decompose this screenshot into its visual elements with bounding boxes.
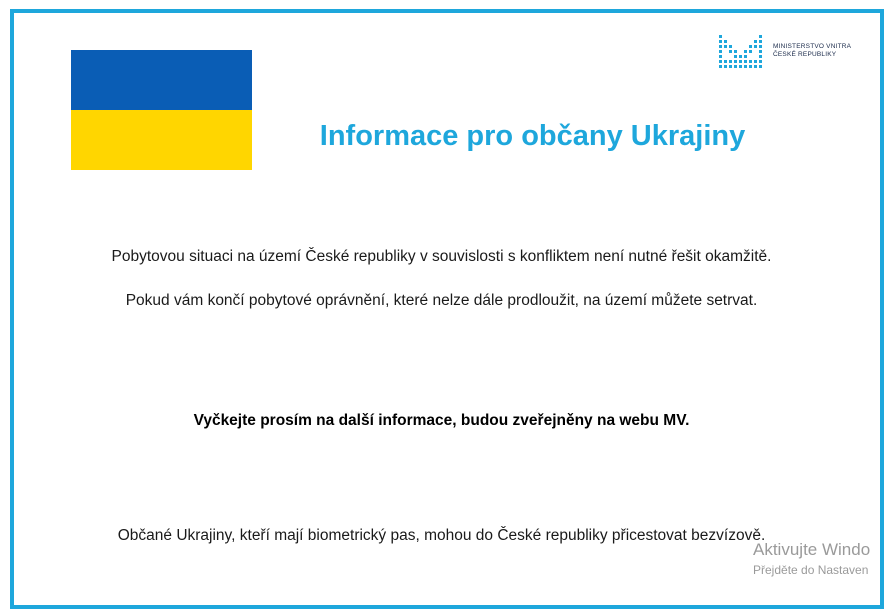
watermark-line1: Aktivujte Windo [753,540,871,559]
info-paragraph-2: Pokud vám končí pobytové oprávnění, které nelze dále prodloužit, na území můžete setrvat. [125,292,758,309]
watermark-line2: Přejděte do Nastaven [753,563,869,577]
ministry-m-icon [719,33,767,69]
windows-activation-watermark [753,540,870,577]
ukraine-flag [71,50,252,170]
info-paragraph-4: Občané Ukrajiny, kteří mají biometrický pas, mohou do České republiky přicestovat bezvízově. [117,527,766,544]
ministry-name [773,43,851,59]
ministry-logo [719,33,851,69]
flag-blue-stripe [71,50,252,110]
ministry-name-line1: MINISTERSTVO VNITRA [773,43,852,50]
info-paragraph-1: Pobytovou situaci na území České republiky v souvislosti s konfliktem není nutné řešit okamžitě. [111,248,772,265]
ministry-name-line2: ČESKÉ REPUBLIKY [773,51,837,58]
page-title: Informace pro občany Ukrajiny [319,120,746,152]
flag-yellow-stripe [71,110,252,170]
info-paragraph-bold: Vyčkejte prosím na další informace, budou zveřejněny na webu MV. [193,412,690,429]
